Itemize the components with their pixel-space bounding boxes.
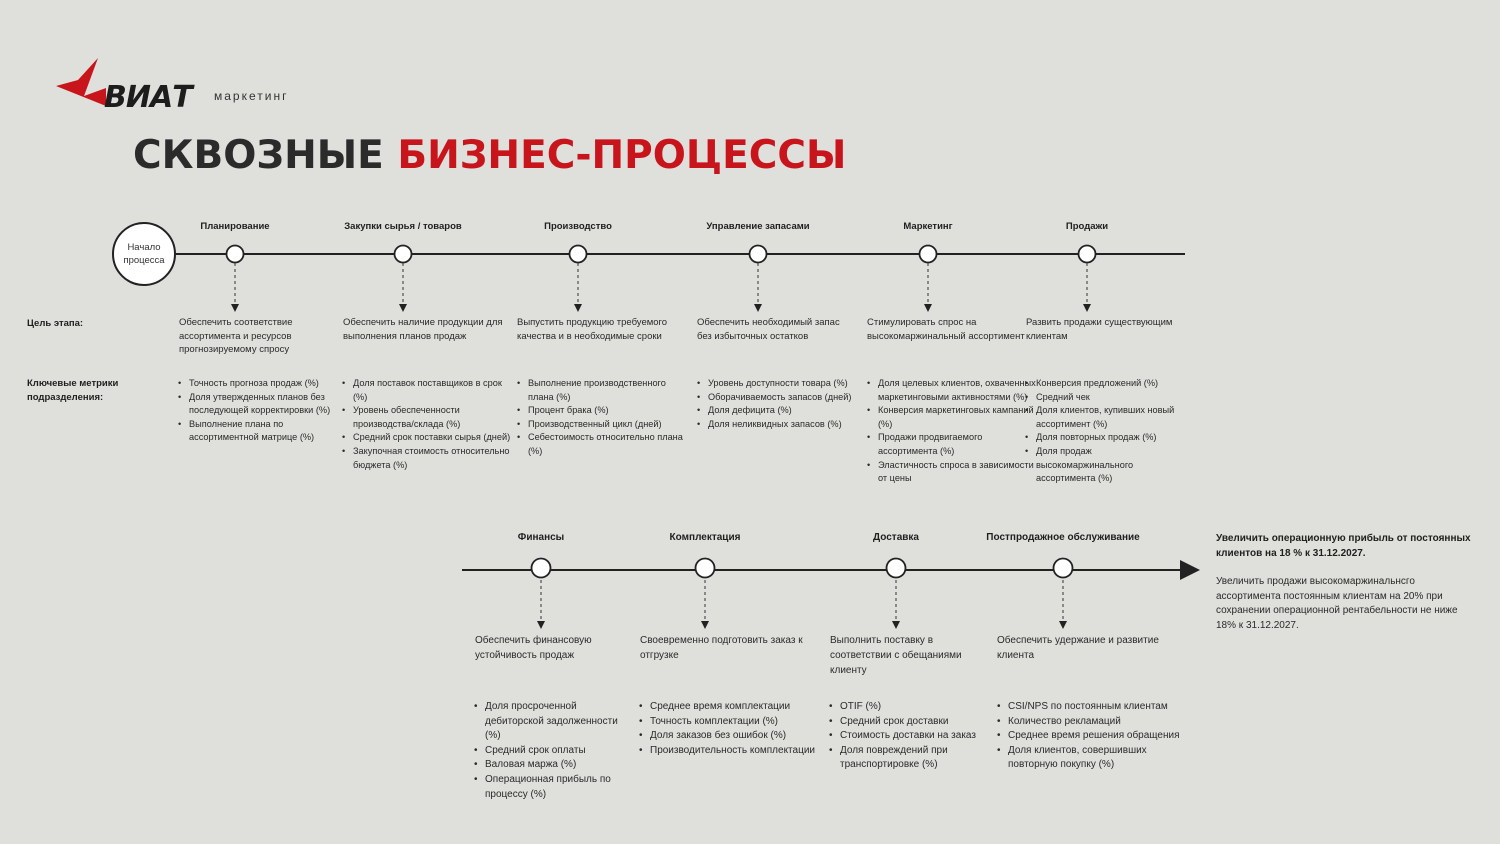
stage-goal: Выпустить продукцию требуемого качества и в необходимые сроки — [517, 317, 668, 342]
metric-item: • Доля заказов без ошибок (%) — [650, 729, 820, 744]
goal-row-label: Цель этапа: — [27, 318, 84, 329]
stage-metrics — [867, 377, 1038, 486]
metric-item: • Конверсия маркетинговых кампаний (%) — [878, 404, 1038, 431]
metric-item: • Доля поставок поставщиков в срок (%) — [353, 377, 513, 404]
stage-metrics — [517, 377, 693, 459]
metric-item: • Доля клиентов, совершивших повторную покупку (%) — [1008, 744, 1188, 773]
metric-item: • Доля целевых клиентов, охваченных маркетинговыми активностями (%) — [878, 377, 1038, 404]
metric-item: • Доля неликвидных запасов (%) — [708, 418, 868, 432]
stage-metrics — [829, 700, 990, 773]
metric-item: • Среднее время комплектации — [650, 700, 820, 715]
metric-item: • Среднее время решения обращения — [1008, 729, 1188, 744]
stage-goal: Выполнить поставку в соответствии с обещаниями клиенту — [830, 635, 962, 676]
stage-goal: Обеспечить удержание и развитие клиента — [997, 635, 1159, 661]
stage-label: Управление запасами — [706, 221, 810, 232]
stage-goal: Обеспечить соответствие ассортимента и ресурсов прогнозируемому спросу — [179, 317, 293, 355]
metric-item: • Доля просроченной дебиторской задолженности (%) — [485, 700, 635, 744]
stage-label: Планирование — [200, 221, 270, 232]
metric-item: • Средний чек — [1036, 391, 1186, 405]
stage-metrics — [474, 700, 635, 802]
metric-item: • Средний срок доставки — [840, 715, 990, 730]
metrics-row-label: Ключевые метрики подразделения: — [27, 378, 119, 403]
metric-item: • Стоимость доставки на заказ — [840, 729, 990, 744]
side-goal-text: Увеличить продажи высокомаржинальнсго ассортимента постоянным клиентам на 20% при сохранении операционной рентабельности не ниже 18% к 31.12.2027. — [1216, 576, 1458, 631]
metric-item: • Производительность комплектации — [650, 744, 820, 759]
stage-metrics — [697, 377, 868, 431]
stage-metrics — [342, 377, 513, 472]
stage-metrics — [1025, 377, 1186, 486]
brand-name: ВИАТ — [104, 80, 192, 115]
stage-metrics — [997, 700, 1188, 773]
stage-label: Производство — [544, 221, 612, 232]
stage-node — [1079, 246, 1096, 263]
title-part-2: БИЗНЕС-ПРОЦЕССЫ — [397, 133, 847, 178]
stage-node — [570, 246, 587, 263]
stage-label: Маркетинг — [903, 221, 953, 232]
stage-goal: Стимулировать спрос на высокомаржинальный ассортимент — [867, 317, 1025, 342]
metric-item: • Доля утвержденных планов без последующей корректировки (%) — [189, 391, 339, 418]
metric-item: • Уровень доступности товара (%) — [708, 377, 868, 391]
start-node-label: Начало процесса — [123, 242, 165, 266]
stage-node — [532, 559, 551, 578]
metric-item: • Уровень обеспеченности производства/склада (%) — [353, 404, 513, 431]
side-goal-title: Увеличить операционную прибыль от постоянных клиентов на 18 % к 31.12.2027. — [1216, 533, 1471, 559]
metric-item: • Доля повторных продаж (%) — [1036, 431, 1186, 445]
metric-item: • Выполнение производственного плана (%) — [528, 377, 693, 404]
stage-label: Продажи — [1065, 221, 1109, 232]
metric-item: • Операционная прибыль по процессу (%) — [485, 773, 635, 802]
metric-item: • Эластичность спроса в зависимости от цены — [878, 459, 1038, 486]
stage-goal: Обеспечить финансовую устойчивость продаж — [475, 635, 592, 661]
metric-item: • Доля повреждений при транспортировке (%) — [840, 744, 990, 773]
metric-item: • OTIF (%) — [840, 700, 990, 715]
metric-item: • Доля продаж высокомаржинального ассортимента (%) — [1036, 445, 1186, 486]
metric-item: • Средний срок оплаты — [485, 744, 635, 759]
stage-metrics — [639, 700, 820, 758]
stage-metrics — [178, 377, 339, 445]
stage-label: Комплектация — [669, 532, 741, 543]
metric-item: • CSI/NPS по постоянным клиентам — [1008, 700, 1188, 715]
stage-label: Финансы — [517, 532, 565, 543]
brand-subtitle: маркетинг — [214, 89, 289, 103]
stage-node — [227, 246, 244, 263]
stage-goal: Развить продажи существующим клиентам — [1026, 317, 1173, 342]
metric-item: • Доля клиентов, купивших новый ассортимент (%) — [1036, 404, 1186, 431]
metric-item: • Выполнение плана по ассортиментной матрице (%) — [189, 418, 339, 445]
metric-item: • Средний срок поставки сырья (дней) — [353, 431, 513, 445]
metric-item: • Процент брака (%) — [528, 404, 693, 418]
metric-item: • Точность комплектации (%) — [650, 715, 820, 730]
stage-label: Доставка — [873, 532, 919, 543]
metric-item: • Производственный цикл (дней) — [528, 418, 693, 432]
stage-label: Постпродажное обслуживание — [986, 532, 1140, 543]
stage-node — [1054, 559, 1073, 578]
stage-goal: Обеспечить наличие продукции для выполнения планов продаж — [343, 317, 503, 342]
stage-node — [920, 246, 937, 263]
stage-goal: Своевременно подготовить заказ к отгрузке — [640, 635, 803, 661]
metric-item: • Точность прогноза продаж (%) — [189, 377, 339, 391]
stage-label: Закупки сырья / товаров — [344, 221, 462, 232]
metric-item: • Доля дефицита (%) — [708, 404, 868, 418]
metric-item: • Валовая маржа (%) — [485, 758, 635, 773]
metric-item: • Закупочная стоимость относительно бюджета (%) — [353, 445, 513, 472]
metric-item: • Конверсия предложений (%) — [1036, 377, 1186, 391]
stage-goal: Обеспечить необходимый запас без избыточных остатков — [697, 317, 840, 342]
metric-item: • Продажи продвигаемого ассортимента (%) — [878, 431, 1038, 458]
stage-node — [696, 559, 715, 578]
stage-node — [887, 559, 906, 578]
title-part-1: СКВОЗНЫЕ — [133, 133, 398, 178]
stage-node — [395, 246, 412, 263]
metric-item: • Количество рекламаций — [1008, 715, 1188, 730]
stage-node — [750, 246, 767, 263]
metric-item: • Себестоимость относительно плана (%) — [528, 431, 693, 458]
metric-item: • Оборачиваемость запасов (дней) — [708, 391, 868, 405]
